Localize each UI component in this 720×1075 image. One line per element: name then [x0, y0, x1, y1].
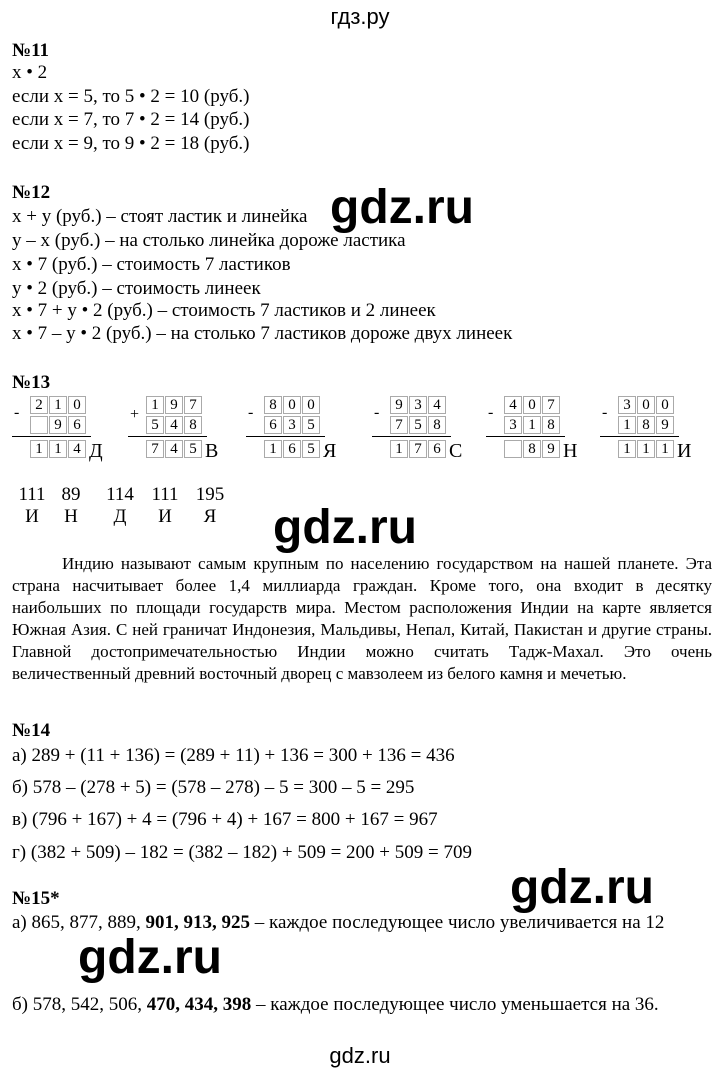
answer-number: 89: [61, 484, 81, 505]
task-11-line: x • 2: [12, 62, 48, 83]
operator-sign: -: [14, 404, 20, 421]
digit-cell: 0: [523, 396, 541, 414]
digit-cell: 5: [302, 416, 320, 434]
digit-cell: 6: [428, 440, 446, 458]
digit-cell: 8: [428, 416, 446, 434]
digit-cell: 1: [618, 440, 636, 458]
sum-rule: [12, 436, 91, 437]
sum-rule: [128, 436, 207, 437]
task-12-line: x • 7 – y • 2 (руб.) – на столько 7 ластиков дороже двух линеек: [12, 323, 513, 344]
digit-cell: 1: [390, 440, 408, 458]
task-12-line: y • 2 (руб.) – стоимость линеек: [12, 278, 261, 299]
digit-cell: 5: [184, 440, 202, 458]
result-letter: Д: [89, 440, 103, 462]
answer-letter: И: [25, 506, 39, 527]
digit-cell: [30, 416, 48, 434]
digit-cell: 1: [618, 416, 636, 434]
site-header: гдз.ру: [330, 4, 390, 29]
operator-sign: -: [374, 404, 380, 421]
digit-cell: 1: [49, 396, 67, 414]
answer-number: 111: [151, 484, 179, 505]
task-12-line: x + y (руб.) – стоят ластик и линейка: [12, 206, 308, 227]
task-14-title: №14: [12, 720, 51, 741]
operator-sign: +: [130, 406, 140, 423]
digit-cell: 4: [68, 440, 86, 458]
task-14-line: г) (382 + 509) – 182 = (382 – 182) + 509 = 200 + 509 = 709: [12, 842, 472, 863]
sum-rule: [246, 436, 325, 437]
digit-cell: 6: [283, 440, 301, 458]
task-11-line: если x = 9, то 9 • 2 = 18 (руб.): [12, 133, 250, 154]
digit-cell: 1: [637, 440, 655, 458]
task-12-title: №12: [12, 182, 51, 203]
watermark: gdz.ru: [510, 861, 654, 914]
digit-cell: 1: [656, 440, 674, 458]
digit-cell: 3: [618, 396, 636, 414]
digit-cell: 0: [283, 396, 301, 414]
digit-cell: 1: [30, 440, 48, 458]
answer-letter: Я: [203, 506, 217, 527]
digit-cell: 7: [409, 440, 427, 458]
digit-cell: 0: [637, 396, 655, 414]
digit-cell: 9: [390, 396, 408, 414]
operator-sign: -: [248, 404, 254, 421]
watermark: gdz.ru: [330, 181, 474, 234]
digit-cell: 9: [49, 416, 67, 434]
digit-cell: 4: [165, 440, 183, 458]
digit-cell: 0: [302, 396, 320, 414]
digit-cell: 0: [656, 396, 674, 414]
task-15-b: б) 578, 542, 506, 470, 434, 398 – каждое последующее число уменьшается на 36.: [12, 994, 659, 1015]
task-14-line: б) 578 – (278 + 5) = (578 – 278) – 5 = 300 – 5 = 295: [12, 777, 415, 798]
task-12-line: y – x (руб.) – на столько линейка дороже ластика: [12, 230, 406, 251]
sum-rule: [372, 436, 451, 437]
india-paragraph: [12, 553, 712, 685]
task-15-a: а) 865, 877, 889, 901, 913, 925 – каждое последующее число увеличивается на 12: [12, 912, 665, 933]
paragraph-text: Индию называют самым крупным по населению государством на нашей планете. Эта страна насчитывает более 1,4 миллиарда граждан. Кроме того, она входит в десятку наибольших по площади государств мира. Местом расположения Индии на карте является Южная Азия. С ней граничат Индонезия, Мальдивы, Непал, Китай, Пакистан и другие страны. Главной достопримечательностью Индии можно считать Тадж-Махал. Это очень величественный древний восточный дворец с мавзолеем из белого камня и мечетью.: [12, 554, 712, 683]
result-letter: В: [205, 440, 219, 462]
digit-cell: 9: [165, 396, 183, 414]
operator-sign: -: [488, 404, 494, 421]
result-letter: Н: [563, 440, 578, 462]
digit-cell: 1: [264, 440, 282, 458]
digit-cell: 4: [165, 416, 183, 434]
digit-cell: 8: [184, 416, 202, 434]
digit-cell: 5: [302, 440, 320, 458]
digit-cell: 5: [146, 416, 164, 434]
digit-cell: 6: [68, 416, 86, 434]
digit-cell: 3: [283, 416, 301, 434]
digit-cell: 7: [184, 396, 202, 414]
digit-cell: 9: [656, 416, 674, 434]
digit-cell: 9: [542, 440, 560, 458]
task-12-line: x • 7 (руб.) – стоимость 7 ластиков: [12, 254, 291, 275]
digit-cell: 8: [264, 396, 282, 414]
result-letter: И: [677, 440, 692, 462]
result-letter: Я: [323, 440, 337, 462]
digit-cell: 8: [637, 416, 655, 434]
watermark: gdz.ru: [273, 501, 417, 554]
digit-cell: 7: [146, 440, 164, 458]
digit-cell: 3: [409, 396, 427, 414]
sequence-answer: 470, 434, 398: [146, 994, 252, 1015]
task-11-line: если x = 5, то 5 • 2 = 10 (руб.): [12, 86, 250, 107]
sum-rule: [486, 436, 565, 437]
operator-sign: -: [602, 404, 608, 421]
answer-letter: Д: [113, 506, 127, 527]
answer-number: 195: [195, 484, 225, 505]
task-14-line: в) (796 + 167) + 4 = (796 + 4) + 167 = 800 + 167 = 967: [12, 809, 438, 830]
digit-cell: 8: [542, 416, 560, 434]
digit-cell: 2: [30, 396, 48, 414]
digit-cell: 0: [68, 396, 86, 414]
task-13-title: №13: [12, 372, 51, 393]
digit-cell: 8: [523, 440, 541, 458]
digit-cell: 7: [542, 396, 560, 414]
watermark: gdz.ru: [78, 931, 222, 984]
digit-cell: [504, 440, 522, 458]
digit-cell: 3: [504, 416, 522, 434]
sequence-answer: 901, 913, 925: [145, 912, 251, 933]
result-letter: С: [449, 440, 463, 462]
site-footer: gdz.ru: [329, 1043, 391, 1068]
digit-cell: 4: [504, 396, 522, 414]
task-12-line: x • 7 + y • 2 (руб.) – стоимость 7 ластиков и 2 линеек: [12, 300, 436, 321]
digit-cell: 1: [146, 396, 164, 414]
answer-number: 114: [106, 484, 134, 505]
task-15-title: №15*: [12, 888, 60, 909]
digit-cell: 1: [523, 416, 541, 434]
task-11-title: №11: [12, 40, 50, 61]
answer-number: 111: [18, 484, 46, 505]
task-14-line: а) 289 + (11 + 136) = (289 + 11) + 136 = 300 + 136 = 436: [12, 745, 455, 766]
digit-cell: 6: [264, 416, 282, 434]
answer-letter: Н: [64, 506, 78, 527]
digit-cell: 7: [390, 416, 408, 434]
digit-cell: 4: [428, 396, 446, 414]
answer-letter: И: [158, 506, 172, 527]
digit-cell: 5: [409, 416, 427, 434]
digit-cell: 1: [49, 440, 67, 458]
sum-rule: [600, 436, 679, 437]
task-11-line: если x = 7, то 7 • 2 = 14 (руб.): [12, 109, 250, 130]
